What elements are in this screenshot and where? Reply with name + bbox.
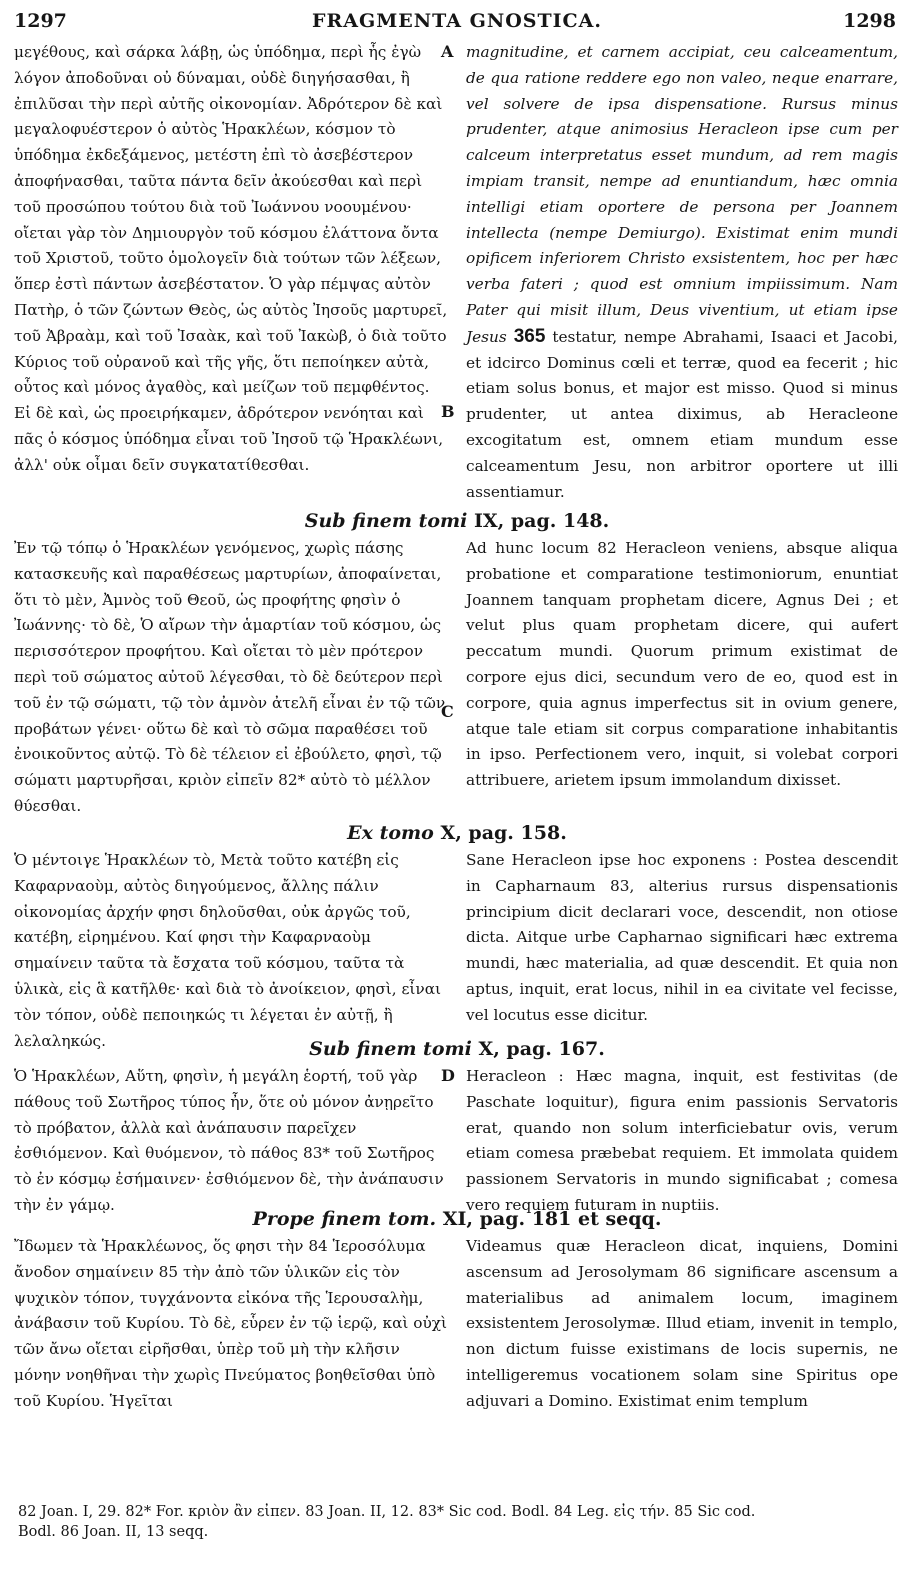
greek-column-section-2 bbox=[14, 536, 450, 820]
latin-column-section-1 bbox=[466, 40, 898, 505]
section-heading bbox=[0, 820, 914, 846]
greek-text: Ἐν τῷ τόπῳ ὁ Ἡρακλέων γενόμενος, χωρὶς πάσης κατασκευῆς καὶ παραθέσεως μαρτυρίων, ἀποφαίνεται, ὅτι τὸ μὲν, Ἀμνὸς τοῦ Θεοῦ, ὡς προφήτης φησὶν ὁ Ἰωάννης· τὸ δὲ, Ὁ αἴρων τὴν ἁμαρτίαν τοῦ κόσμου, ὡς περισσότερον προφήτου. Καὶ οἴεται τὸ μὲν πρότερον περὶ τοῦ σώματος αὐτοῦ λέγεσθαι, τὸ δὲ δεύτερον περὶ τοῦ ἐν τῷ σώματι, τῷ τὸν ἀμνὸν ἀτελῆ εἶναι ἐν τῷ τῶν προβάτων γένει· οὕτω δὲ καὶ τὸ σῶμα παραθέσει τοῦ ἐνοικοῦντος αὐτῷ. Τὸ δὲ τέλειον εἰ ἐβούλετο, φησὶ, τῷ σώματι μαρτυρῆσαι, κριὸν εἰπεῖν 82* αὐτὸ τὸ μέλλον θύεσθαι. bbox=[14, 539, 446, 815]
latin-column-section-5 bbox=[466, 1234, 898, 1415]
margin-marker-c: C bbox=[441, 702, 454, 721]
latin-column-section-3 bbox=[466, 848, 898, 1029]
heading-label: Ex tomo bbox=[347, 822, 434, 844]
heading-label: Sub finem tomi bbox=[309, 1038, 472, 1060]
latin-text: Videamus quæ Heracleon dicat, inquiens, Domini ascensum ad Jerosolymam 86 significare ascensum a materialibus ad animalem locum, imaginem exsistentem Jerosolymæ. Illud etiam, invenit in templo, non dictum fuisse existimans de locis supernis, ne intelligeremus vocationem solam sine Spiritus ope adjuvari a Domino. Existimat enim templum bbox=[466, 1237, 898, 1410]
latin-text-a: magnitudine, et carnem accipiat, ceu calceamentum, de qua ratione reddere ego non valeo, neque enarrare, vel solvere de ipsa dispensatione. Rursus minus prudenter, atque animosius Heracleon ipse cum per calceum interpretatus esset mundum, ad rem magis impiam transit, nempe ad enuntiandum, hæc omnia intelligi etiam oportere de persona per Joannem intellecta (nempe Demiurgo). Existimat enim mundi opificem inferiorem Christo exsistentem, hoc per hæc verba fateri ; quod est omnium impiissimum. Nam Pater qui misit illum, Deus viventium, ut etiam ipse Jesus bbox=[466, 43, 898, 346]
latin-text: Heracleon : Hæc magna, inquit, est festivitas (de Paschate loquitur), figura enim passionis Servatoris erat, quando non solum interficiebatur ovis, verum etiam comesa præbebat requiem. Et immolata quidem passionem Servatoris in mundo significabat ; comesa vero requiem futuram in nuptiis. bbox=[466, 1067, 898, 1214]
heading-reference: IX, pag. 148. bbox=[474, 510, 610, 532]
running-title: FRAGMENTA GNOSTICA. bbox=[312, 10, 602, 32]
latin-text: Ad hunc locum 82 Heracleon veniens, absque aliqua probatione et comparatione testimoniorum, enuntiat Joannem tanquam prophetam dicere, Agnus Dei ; et velut plus quam prophetam dicere, qui aufert peccatum mundi. Quorum primum existimat de corpore ejus dici, secundum vero de eo, quod est in corpore, quia agnus imperfectus sit in ovium genere, atque tale etiam sit corpus comparatione inhabitantis in ipso. Perfectionem vero, inquit, si volebat corpori attribuere, arietem ipsum immolandum dixisset. bbox=[466, 539, 898, 790]
margin-marker-d: D bbox=[441, 1066, 455, 1085]
heading-reference: XI, pag. 181 et seqq. bbox=[442, 1208, 662, 1230]
greek-column-section-3 bbox=[14, 848, 450, 1054]
latin-text: Sane Heracleon ipse hoc exponens : Postea descendit in Capharnaum 83, alterius rursus dispensationis principium dicit declarari voce, descendit, non otiose dicta. Aitque urbe Capharnao significari hæc extrema mundi, hæc materialia, ad quæ descendit. Et quia non aptus, inquit, erat locus, nihil in ea civitate vel fecisse, vel locutus esse dicitur. bbox=[466, 851, 898, 1024]
page-number-right: 1298 bbox=[843, 10, 896, 32]
section-heading bbox=[0, 1036, 914, 1062]
section-heading bbox=[0, 508, 914, 534]
footnote-line: Bodl. 86 Joan. II, 13 seqq. bbox=[18, 1524, 209, 1540]
greek-text: Ἴδωμεν τὰ Ἡρακλέωνος, ὅς φησι τὴν 84 Ἱεροσόλυμα ἄνοδον σημαίνειν 85 τὴν ἀπὸ τῶν ὑλικῶν εἰς τὸν ψυχικὸν τόπον, τυγχάνοντα εἰκόνα τῆς Ἱερουσαλὴμ, ἀνάβασιν τοῦ Κυρίου. Τὸ δὲ, εὗρεν ἐν τῷ ἱερῷ, καὶ οὐχὶ τῶν ἄνω οἴεται εἰρῆσθαι, ὑπὲρ τοῦ μὴ τὴν κλῆσιν μόνην νοηθῆναι τὴν χωρὶς Πνεύματος βοηθεῖσθαι ὑπὸ τοῦ Κυρίου. Ἡγεῖται bbox=[14, 1237, 448, 1410]
heading-reference: X, pag. 167. bbox=[478, 1038, 605, 1060]
heading-reference: X, pag. 158. bbox=[440, 822, 567, 844]
footnote-line: 82 Joan. I, 29. 82* For. κριὸν ἂν εἰπεν. 83 Joan. II, 12. 83* Sic cod. Bodl. 84 Leg. εἰς τήν. 85 Sic cod. bbox=[18, 1504, 756, 1520]
heading-label: Sub finem tomi bbox=[304, 510, 468, 532]
greek-text: μεγέθους, καὶ σάρκα λάβῃ, ὡς ὑπόδημα, περὶ ἧς ἐγὼ λόγον ἀποδοῦναι οὐ δύναμαι, οὐδὲ διηγήσασθαι, ἢ ἐπιλῦσαι τὴν περὶ αὐτῆς οἰκονομίαν. Ἀδρότερον δὲ καὶ μεγαλοφυέστερον ὁ αὐτὸς Ἡρακλέων, κόσμον τὸ ὑπόδημα ἐκδεξάμενος, μετέστη ἐπὶ τὸ ἀσεβέστερον ἀποφήνασθαι, ταῦτα πάντα δεῖν ἀκούεσθαι καὶ περὶ τοῦ προσώπου τούτου διὰ τοῦ Ἰωάννου νοουμένου· οἴεται γὰρ τὸν Δημιουργὸν τοῦ κόσμου ἐλάττονα ὄντα τοῦ Χριστοῦ, τοῦτο ὁμολογεῖν διὰ τούτων τῶν λέξεων, ὅπερ ἐστὶ πάντων ἀσεβέστατον. Ὁ γὰρ πέμψας αὐτὸν Πατὴρ, ὁ τῶν ζώντων Θεὸς, ὡς αὐτὸς Ἰησοῦς μαρτυρεῖ, τοῦ Ἀβραὰμ, καὶ τοῦ Ἰσαὰκ, καὶ τοῦ Ἰακὼβ, ὁ διὰ τοῦτο Κύριος τοῦ οὐρανοῦ καὶ τῆς γῆς, ὅτι πεποίηκεν αὐτὰ, οὗτος καὶ μόνος ἀγαθὸς, καὶ μείζων τοῦ πεμφθέντος. Εἰ δὲ καὶ, ὡς προειρήκαμεν, ἀδρότερον νενόηται καὶ πᾶς ὁ κόσμος ὑπόδημα εἶναι τοῦ Ἰησοῦ τῷ Ἡρακλέωνι, ἀλλ' οὐκ οἶμαι δεῖν συγκατατίθεσθαι. bbox=[14, 43, 448, 474]
page-number-left: 1297 bbox=[14, 10, 67, 32]
greek-column-section-4 bbox=[14, 1064, 450, 1219]
latin-text bbox=[466, 40, 898, 505]
latin-column-section-4 bbox=[466, 1064, 898, 1219]
greek-column-section-5 bbox=[14, 1234, 450, 1415]
margin-marker-a: A bbox=[441, 42, 454, 61]
footnotes bbox=[18, 1502, 898, 1542]
heading-label: Prope finem tom. bbox=[252, 1208, 437, 1230]
greek-text: Ὁ μέντοιγε Ἡρακλέων τὸ, Μετὰ τοῦτο κατέβη εἰς Καφαρναοὺμ, αὐτὸς διηγούμενος, ἄλλης πάλιν οἰκονομίας ἀρχήν φησι δηλοῦσθαι, οὐκ ἀργῶς τοῦ, κατέβη, εἰρημένου. Καί φησι τὴν Καφαρναοὺμ σημαίνειν ταῦτα τὰ ἔσχατα τοῦ κόσμου, ταῦτα τὰ ὑλικὰ, εἰς ἃ κατῆλθε· καὶ διὰ τὸ ἀνοίκειον, φησὶ, εἶναι τὸν τόπον, οὐδὲ πεποιηκώς τι λέγεται ἐν αὐτῇ, ἢ λελαληκώς. bbox=[14, 851, 442, 1050]
margin-marker-b: B bbox=[441, 402, 455, 421]
greek-text: Ὁ Ἡρακλέων, Αὕτη, φησὶν, ἡ μεγάλη ἑορτή, τοῦ γὰρ πάθους τοῦ Σωτῆρος τύπος ἦν, ὅτε οὐ μόνον ἀνῃρεῖτο τὸ πρόβατον, ἀλλὰ καὶ ἀνάπαυσιν παρεῖχεν ἐσθιόμενον. Καὶ θυόμενον, τὸ πάθος 83* τοῦ Σωτῆρος τὸ ἐν κόσμῳ ἐσήμαινεν· ἐσθιόμενον δὲ, τὴν ἀνάπαυσιν τὴν ἐν γάμῳ. bbox=[14, 1067, 444, 1214]
column-number: 365 bbox=[513, 325, 546, 347]
latin-column-section-2 bbox=[466, 536, 898, 794]
latin-text-b: testatur, nempe Abrahami, Isaaci et Jacobi, et idcirco Dominus cœli et terræ, quod ea fecerit ; hic etiam solus bonus, et major est misso. Quod si minus prudenter, ut antea diximus, ab Heracleone excogitatum est, omnem etiam mundum esse calceamentum Jesu, non arbitror oportere ut illi assentiamur. bbox=[466, 327, 898, 501]
greek-column-section-1 bbox=[14, 40, 450, 479]
section-heading bbox=[0, 1206, 914, 1232]
